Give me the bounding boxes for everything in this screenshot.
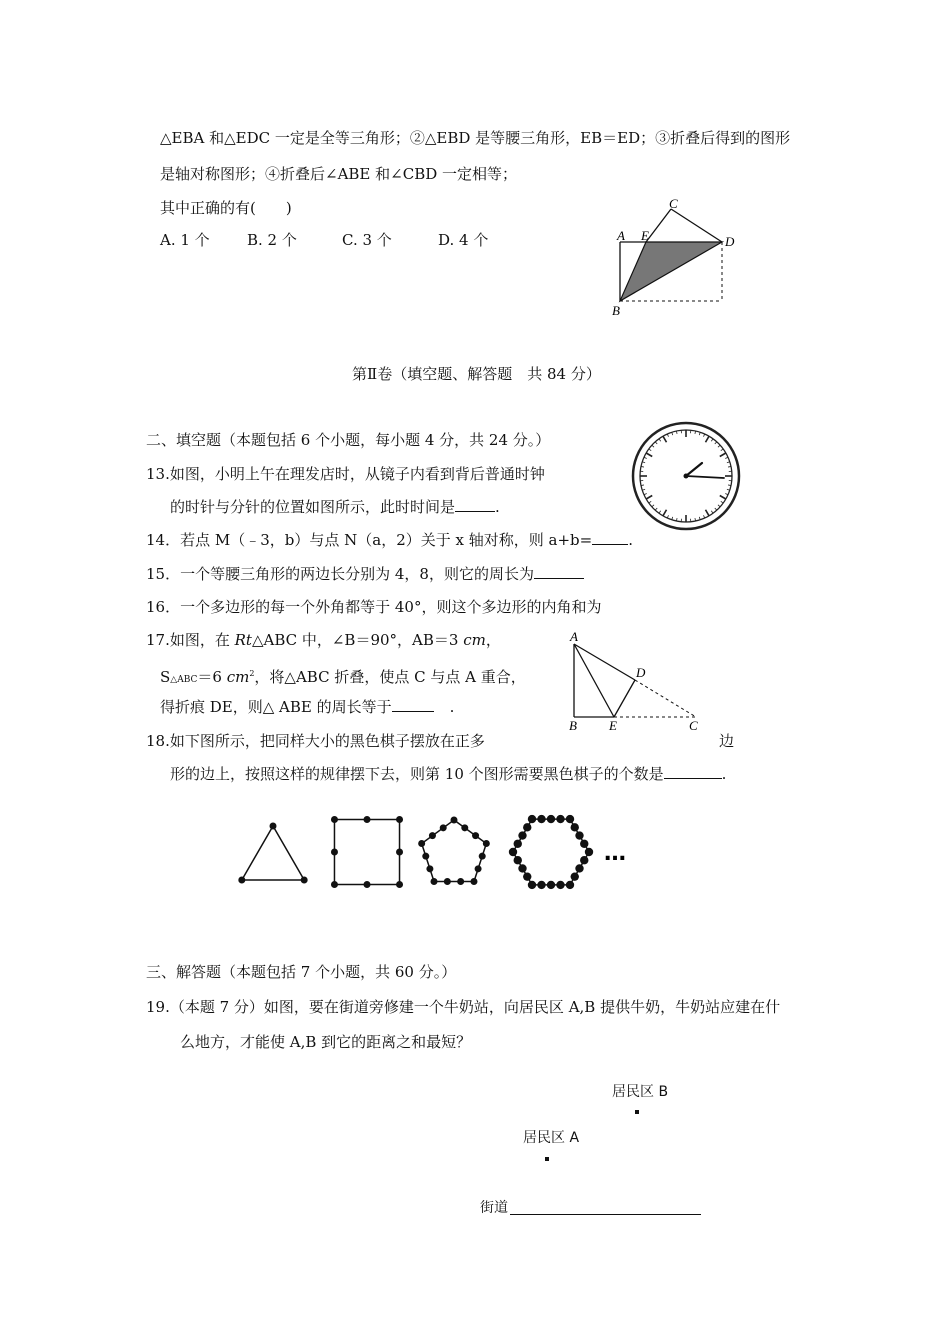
fig17-label-a: A bbox=[570, 629, 578, 644]
q17-triangle-figure bbox=[560, 628, 710, 733]
chess-piece bbox=[331, 849, 338, 856]
chess-piece bbox=[523, 823, 531, 831]
chess-piece bbox=[475, 865, 482, 872]
chess-piece bbox=[472, 832, 479, 839]
residential-b-point bbox=[635, 1110, 639, 1114]
chess-piece bbox=[270, 823, 277, 830]
q18-bian: 边 bbox=[719, 732, 735, 750]
q18-line1: 18.如下图所示，把同样大小的黑色棋子摆放在正多 bbox=[146, 732, 485, 750]
q12-option-d: D. 4 个 bbox=[438, 231, 489, 249]
q17-line2: S△ABC＝6 $cm^2$，将△ABC 折叠，使点 C 与点 A 重合， bbox=[160, 668, 526, 686]
q16: 16．一个多边形的每一个外角都等于 40°，则这个多边形的内角和为 bbox=[146, 598, 602, 616]
q18-ellipsis: … bbox=[604, 841, 626, 866]
q18-line2: 形的边上，按照这样的规律摆下去，则第 10 个图形需要黑色棋子的个数是 . bbox=[170, 765, 727, 783]
fig12-label-c: C bbox=[669, 196, 678, 211]
q13-line2: 的时针与分针的位置如图所示，此时时间是 . bbox=[170, 498, 500, 516]
fig12-label-d: D bbox=[725, 234, 735, 249]
chess-piece bbox=[556, 881, 564, 889]
chess-piece bbox=[364, 816, 371, 823]
fig12-label-b: B bbox=[612, 303, 620, 318]
chess-piece bbox=[431, 878, 438, 885]
part3-heading: 三、解答题（本题包括 7 个小题，共 60 分。） bbox=[146, 963, 457, 981]
q14-answer-blank[interactable] bbox=[592, 530, 628, 545]
chess-piece bbox=[461, 824, 468, 831]
chess-piece bbox=[556, 815, 564, 823]
chess-piece bbox=[514, 840, 522, 848]
chess-piece bbox=[364, 881, 371, 888]
chess-piece bbox=[537, 815, 545, 823]
q12-option-c: C. 3 个 bbox=[342, 231, 392, 249]
chess-piece bbox=[523, 872, 531, 880]
residential-b-label: 居民区 B bbox=[612, 1084, 669, 1100]
q17-line1: 17.如图，在 Rt△ABC 中，∠B＝90°，AB＝3 cm， bbox=[146, 631, 501, 649]
q19-line2: 么地方，才能使 A,B 到它的距离之和最短？ bbox=[180, 1033, 472, 1051]
residential-a-label: 居民区 A bbox=[523, 1130, 580, 1146]
q12-option-a: A. 1 个 bbox=[160, 231, 210, 249]
q12-line2: 是轴对称图形；④折叠后∠ABE 和∠CBD 一定相等； bbox=[160, 165, 518, 183]
fig17-label-b: B bbox=[569, 718, 577, 733]
chess-piece bbox=[566, 881, 574, 889]
part2-heading: 二、填空题（本题包括 6 个小题，每小题 4 分，共 24 分。） bbox=[146, 431, 551, 449]
q19-line1: 19.（本题 7 分）如图，要在街道旁修建一个牛奶站，向居民区 A,B 提供牛奶，牛奶站应建在什 bbox=[146, 998, 781, 1016]
street-line bbox=[510, 1214, 701, 1215]
chess-piece bbox=[571, 872, 579, 880]
chess-piece bbox=[575, 864, 583, 872]
chess-piece bbox=[331, 816, 338, 823]
chess-piece bbox=[238, 877, 245, 884]
chess-piece bbox=[479, 853, 486, 860]
chess-piece bbox=[537, 881, 545, 889]
fig17-label-c: C bbox=[689, 718, 698, 733]
chess-piece bbox=[440, 824, 447, 831]
chess-piece bbox=[547, 881, 555, 889]
chess-piece bbox=[457, 878, 464, 885]
q18-polygon-patterns bbox=[228, 810, 648, 900]
q17-answer-blank[interactable] bbox=[392, 697, 434, 712]
fig12-label-e: E bbox=[641, 228, 649, 243]
q13-answer-blank[interactable] bbox=[455, 497, 495, 512]
q15: 15．一个等腰三角形的两边长分别为 4，8，则它的周长为 bbox=[146, 564, 584, 584]
residential-a-point bbox=[545, 1157, 549, 1161]
polygon-outline-3 bbox=[242, 826, 304, 880]
q13-line1: 13.如图，小明上午在理发店时，从镜子内看到背后普通时钟 bbox=[146, 465, 545, 483]
chess-piece bbox=[547, 815, 555, 823]
mirror-clock bbox=[630, 420, 742, 532]
section2-title: 第Ⅱ卷（填空题、解答题 共 84 分） bbox=[352, 365, 601, 383]
q14: 14．若点 M（﹣3，b）与点 N（a，2）关于 x 轴对称，则 a+b= . bbox=[146, 531, 633, 549]
chess-piece bbox=[483, 840, 490, 847]
chess-piece bbox=[422, 853, 429, 860]
chess-piece bbox=[528, 881, 536, 889]
fig12-label-a: A bbox=[617, 228, 625, 243]
polygon-piece-groups bbox=[238, 815, 593, 889]
chess-piece bbox=[580, 856, 588, 864]
chess-piece bbox=[580, 840, 588, 848]
q12-option-b: B. 2 个 bbox=[247, 231, 297, 249]
chess-piece bbox=[396, 881, 403, 888]
chess-piece bbox=[518, 831, 526, 839]
chess-piece bbox=[470, 878, 477, 885]
chess-piece bbox=[585, 848, 593, 856]
chess-piece bbox=[566, 815, 574, 823]
polygon-outline-5 bbox=[422, 820, 487, 882]
chess-piece bbox=[509, 848, 517, 856]
chess-piece bbox=[528, 815, 536, 823]
chess-piece bbox=[396, 816, 403, 823]
chess-piece bbox=[426, 865, 433, 872]
chess-piece bbox=[575, 831, 583, 839]
fig17-label-d: D bbox=[636, 665, 646, 680]
q12-fold-figure bbox=[600, 195, 740, 320]
chess-piece bbox=[444, 878, 451, 885]
fig17-label-e: E bbox=[609, 718, 617, 733]
polygon-outline-4 bbox=[334, 819, 399, 884]
q15-answer-blank[interactable] bbox=[534, 564, 584, 579]
chess-piece bbox=[396, 849, 403, 856]
chess-piece bbox=[418, 840, 425, 847]
chess-piece bbox=[429, 832, 436, 839]
chess-piece bbox=[331, 881, 338, 888]
q12-line3: 其中正确的有( ) bbox=[160, 199, 292, 217]
q12-line1: △EBA 和△EDC 一定是全等三角形；②△EBD 是等腰三角形，EB＝ED；③折叠后得到的图形 bbox=[160, 129, 791, 147]
chess-piece bbox=[518, 864, 526, 872]
street-label: 街道 bbox=[480, 1200, 508, 1216]
chess-piece bbox=[301, 877, 308, 884]
chess-piece bbox=[451, 817, 458, 824]
chess-piece bbox=[514, 856, 522, 864]
q17-line3: 得折痕 DE，则△ ABE 的周长等于 . bbox=[160, 698, 455, 716]
chess-piece bbox=[571, 823, 579, 831]
q18-answer-blank[interactable] bbox=[664, 764, 722, 779]
